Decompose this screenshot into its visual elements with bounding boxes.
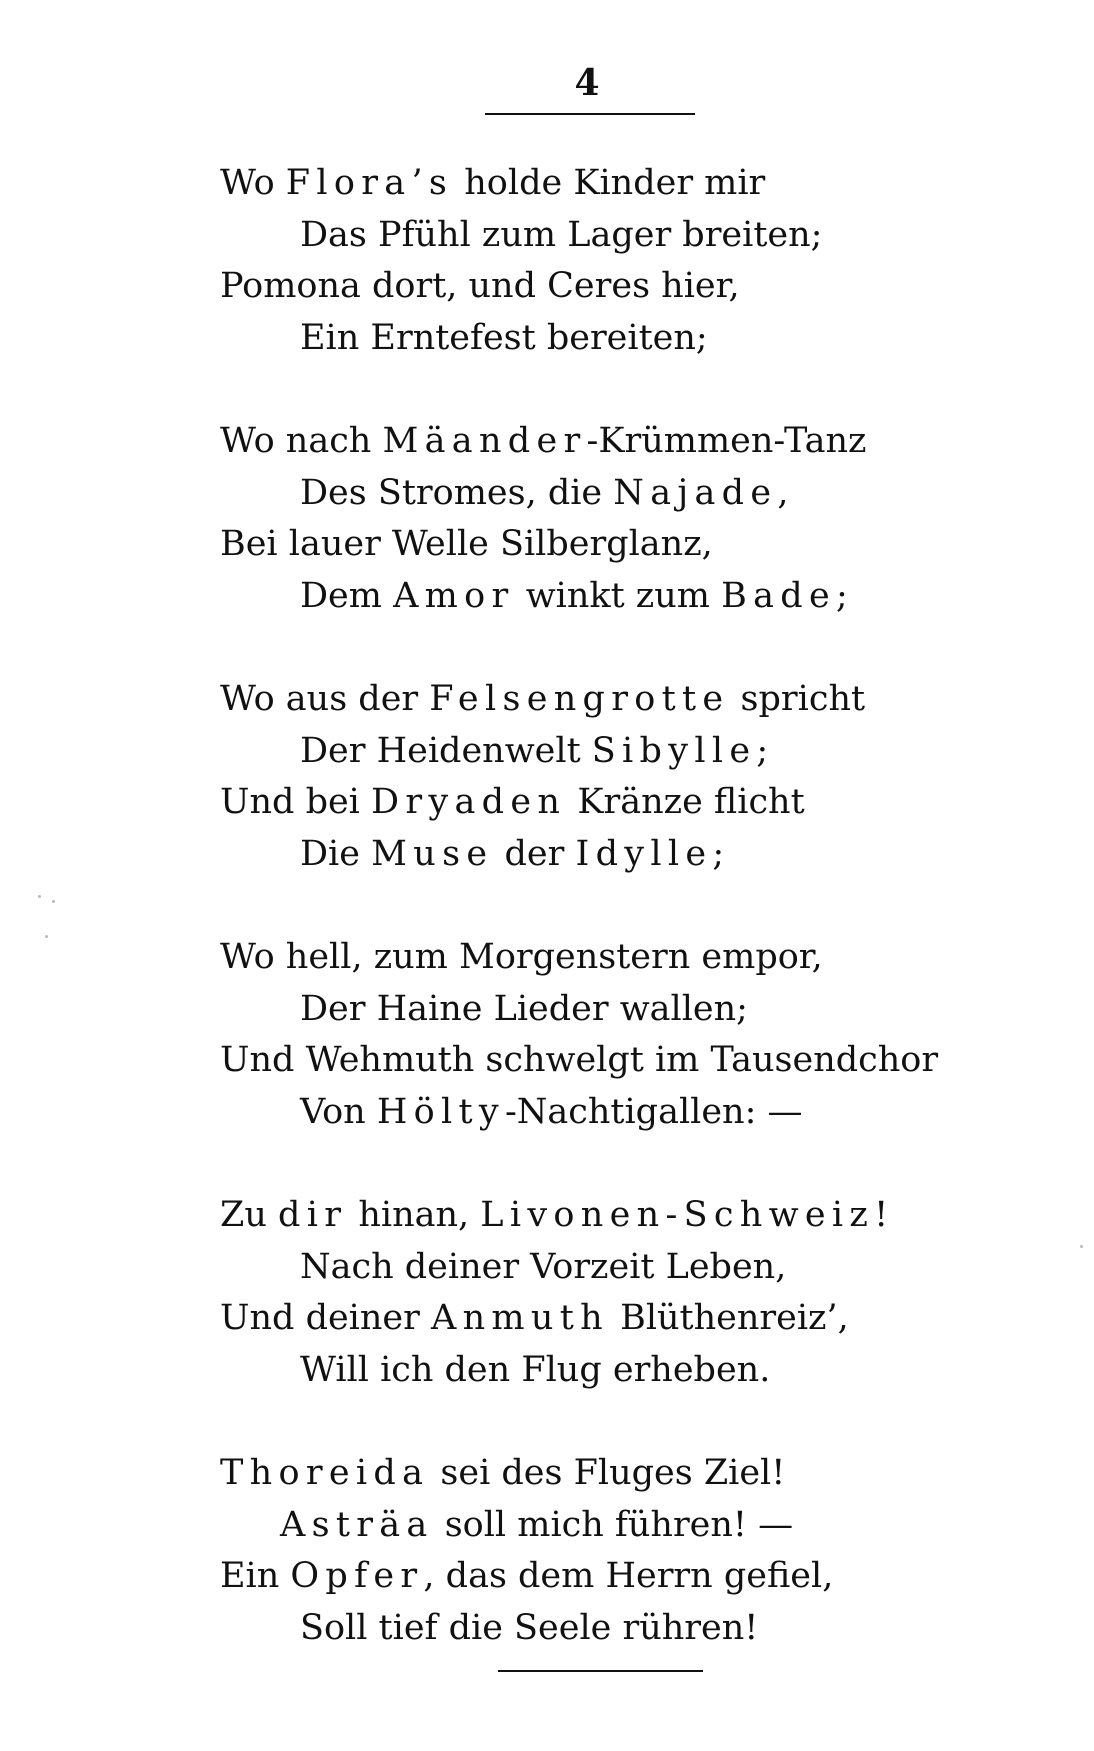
spaced-word: Flora’s <box>285 163 454 203</box>
verse-line <box>220 984 1020 1036</box>
stanza <box>220 158 1020 364</box>
verse-text: Wo aus der <box>220 679 430 719</box>
scan-speck <box>38 895 41 898</box>
verse-line <box>220 777 1020 829</box>
verse-text: Dem <box>300 575 394 616</box>
spaced-word: Asträa <box>280 1504 434 1545</box>
verse-text: Ein Erntefest bereiten; <box>300 317 708 358</box>
stanza <box>220 1448 1020 1654</box>
verse-text: Der Heidenwelt <box>300 730 592 771</box>
page-number: 4 <box>574 62 600 104</box>
stanza <box>220 932 1020 1138</box>
verse-line <box>220 932 1020 984</box>
verse-text: Wo hell, zum Morgenstern empor, <box>220 937 823 977</box>
verse-text: Der Haine Lieder wallen; <box>300 988 748 1029</box>
verse-text: sei des Fluges Ziel! <box>429 1453 786 1493</box>
verse-text: Ein <box>220 1556 291 1596</box>
scan-speck <box>1080 1245 1083 1248</box>
verse-line <box>220 1500 1020 1552</box>
verse-line <box>220 313 1020 365</box>
verse-text: Bei lauer Welle Silberglanz, <box>220 524 713 564</box>
verse-text: winkt zum <box>514 575 722 616</box>
verse-text: der <box>493 833 576 874</box>
spaced-word: Amor <box>393 575 515 616</box>
verse-line <box>220 261 1020 313</box>
spaced-word: Livonen-Schweiz! <box>480 1195 895 1235</box>
verse-line <box>220 1087 1020 1139</box>
verse-line <box>220 1603 1020 1655</box>
verse-text: Wo nach <box>220 421 383 461</box>
stanza <box>220 1190 1020 1396</box>
verse-text: Und bei <box>220 782 372 822</box>
spaced-word: Idylle <box>575 833 713 874</box>
scan-speck <box>52 900 55 903</box>
verse-text: Nach deiner Vorzeit Leben, <box>300 1246 787 1287</box>
top-rule <box>485 113 695 115</box>
verse-text: hinan, <box>347 1195 481 1235</box>
spaced-word: Muse <box>371 833 494 874</box>
spaced-word: Bade <box>721 575 836 616</box>
verse-line <box>220 158 1020 210</box>
verse-line <box>220 726 1020 778</box>
verse-text: ; <box>835 575 848 616</box>
verse-text: Wo <box>220 163 286 203</box>
verse-text: , <box>777 472 789 513</box>
verse-line <box>220 1242 1020 1294</box>
verse-text: soll mich führen! — <box>433 1504 794 1545</box>
spaced-word: Hölty <box>376 1091 505 1132</box>
verse-text: Pomona dort, und Ceres hier, <box>220 266 740 306</box>
verse-text: Die <box>300 833 372 874</box>
verse-line <box>220 416 1020 468</box>
verse-text: Das Pfühl zum Lager breiten; <box>300 214 823 255</box>
verse-text: -Krümmen-Tanz <box>586 421 867 461</box>
verse-text: Des Stromes, die <box>300 472 614 513</box>
verse-text: , das dem Herrn gefiel, <box>423 1556 834 1596</box>
spaced-word: Thoreida <box>220 1453 430 1493</box>
verse-text: Soll tief die Seele rühren! <box>300 1607 759 1648</box>
verse-text: ; <box>756 730 769 771</box>
stanza <box>220 416 1020 622</box>
verse-line <box>220 571 1020 623</box>
verse-line <box>220 829 1020 881</box>
spaced-word: Mäander <box>382 421 587 461</box>
verse-text: -Nachtigallen: — <box>504 1091 803 1132</box>
verse-line <box>220 210 1020 262</box>
scan-speck <box>45 935 48 938</box>
verse-text: Von <box>300 1091 377 1132</box>
spaced-word: Opfer <box>290 1556 424 1596</box>
spaced-word: dir <box>278 1195 348 1235</box>
verse-text: Kränze flicht <box>566 782 805 822</box>
verse-line <box>220 1293 1020 1345</box>
verse-text: Blüthenreiz’, <box>608 1298 849 1338</box>
spaced-word: Anmuth <box>431 1298 609 1338</box>
verse-line <box>220 1190 1020 1242</box>
spaced-word: Dryaden <box>371 782 567 822</box>
verse-line <box>220 468 1020 520</box>
spaced-word: Najade <box>613 472 778 513</box>
verse-text: Will ich den Flug erheben. <box>300 1349 771 1390</box>
verse-text: Zu <box>220 1195 278 1235</box>
stanza <box>220 674 1020 880</box>
verse-line <box>220 519 1020 571</box>
verse-text: ; <box>712 833 725 874</box>
verse-text: Und Wehmuth schwelgt im Tausendchor <box>220 1040 939 1080</box>
verse-line <box>220 674 1020 726</box>
verse-line <box>220 1035 1020 1087</box>
bottom-rule <box>498 1670 703 1672</box>
verse-line <box>220 1551 1020 1603</box>
verse-line <box>220 1448 1020 1500</box>
spaced-word: Sibylle <box>591 730 757 771</box>
verse-line <box>220 1345 1020 1397</box>
spaced-word: Felsengrotte <box>429 679 730 719</box>
verse-text: Und deiner <box>220 1298 431 1338</box>
verse-text: spricht <box>729 679 866 719</box>
verse-text: holde Kinder mir <box>453 163 766 203</box>
poem <box>220 158 1020 1654</box>
